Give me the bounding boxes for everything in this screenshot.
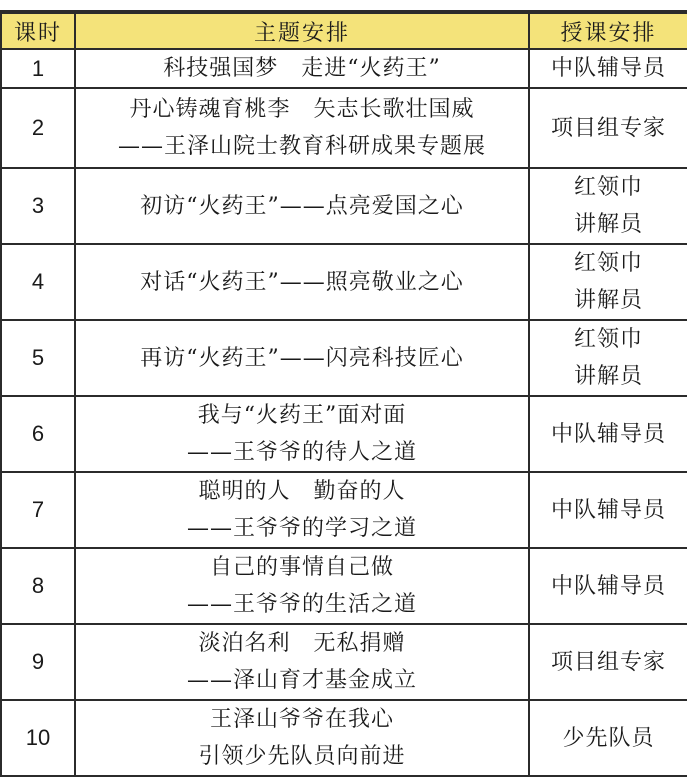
teacher-line: 少先队员	[562, 725, 655, 751]
teacher-cell	[529, 168, 687, 244]
teacher-line: 中队辅导员	[550, 421, 666, 447]
top-border-strip	[0, 0, 687, 12]
header-lesson: 课时	[1, 13, 75, 49]
topic-line: ——王爷爷的学习之道	[186, 516, 417, 541]
lesson-number: 9	[1, 624, 75, 700]
header-row	[1, 13, 687, 49]
table-row	[1, 548, 687, 624]
topic-cell	[75, 624, 529, 700]
topic-cell	[75, 244, 529, 320]
lesson-number: 1	[1, 49, 75, 88]
topic-line: 淡泊名利 无私捐赠	[198, 631, 406, 656]
topic-line: ——泽山育才基金成立	[186, 668, 417, 693]
topic-line: ——王爷爷的生活之道	[186, 592, 417, 617]
table-row	[1, 472, 687, 548]
header-topic: 主题安排	[75, 13, 529, 49]
topic-cell	[75, 472, 529, 548]
table-row	[1, 88, 687, 168]
teacher-line: 红领巾	[573, 327, 643, 352]
header-teacher: 授课安排	[529, 13, 687, 49]
teacher-line: 讲解员	[573, 212, 643, 237]
lesson-number: 7	[1, 472, 75, 548]
lesson-number: 10	[1, 700, 75, 776]
teacher-cell	[529, 548, 687, 624]
teacher-line: 红领巾	[573, 175, 643, 200]
table-row	[1, 244, 687, 320]
teacher-line: 中队辅导员	[550, 56, 666, 81]
teacher-line: 项目组专家	[550, 649, 666, 675]
teacher-cell	[529, 244, 687, 320]
teacher-cell	[529, 49, 687, 88]
lesson-number: 4	[1, 244, 75, 320]
lesson-number: 2	[1, 88, 75, 168]
topic-cell	[75, 49, 529, 88]
teacher-line: 中队辅导员	[550, 573, 666, 599]
schedule-body	[1, 49, 687, 776]
teacher-line: 讲解员	[573, 288, 643, 313]
teacher-cell	[529, 396, 687, 472]
topic-line: 丹心铸魂育桃李 矢志长歌壮国威	[129, 97, 475, 122]
table-row	[1, 396, 687, 472]
teacher-line: 讲解员	[573, 364, 643, 389]
topic-line: 引领少先队员向前进	[198, 744, 406, 769]
topic-line: ——王爷爷的待人之道	[186, 440, 417, 465]
topic-cell	[75, 168, 529, 244]
topic-line: 科技强国梦 走进“火药王”	[163, 56, 441, 81]
topic-line: 初访“火药王”——点亮爱国之心	[140, 193, 464, 219]
teacher-cell	[529, 472, 687, 548]
topic-line: 王泽山爷爷在我心	[209, 707, 394, 732]
lesson-number: 3	[1, 168, 75, 244]
topic-line: 自己的事情自己做	[209, 555, 394, 580]
teacher-cell	[529, 320, 687, 396]
lesson-number: 8	[1, 548, 75, 624]
lesson-number: 6	[1, 396, 75, 472]
table-row	[1, 49, 687, 88]
table-row	[1, 168, 687, 244]
table-row	[1, 320, 687, 396]
course-schedule-table	[0, 12, 687, 777]
topic-line: ——王泽山院士教育科研成果专题展	[117, 134, 486, 159]
topic-cell	[75, 88, 529, 168]
teacher-cell	[529, 88, 687, 168]
teacher-line: 红领巾	[573, 251, 643, 276]
topic-line: 对话“火药王”——照亮敬业之心	[140, 269, 464, 295]
topic-line: 我与“火药王”面对面	[197, 403, 407, 428]
topic-line: 聪明的人 勤奋的人	[198, 479, 406, 504]
topic-cell	[75, 396, 529, 472]
lesson-number: 5	[1, 320, 75, 396]
teacher-line: 中队辅导员	[550, 497, 666, 523]
topic-line: 再访“火药王”——闪亮科技匠心	[140, 345, 464, 371]
topic-cell	[75, 548, 529, 624]
teacher-cell	[529, 624, 687, 700]
topic-cell	[75, 320, 529, 396]
teacher-line: 项目组专家	[550, 115, 666, 141]
table-row	[1, 624, 687, 700]
